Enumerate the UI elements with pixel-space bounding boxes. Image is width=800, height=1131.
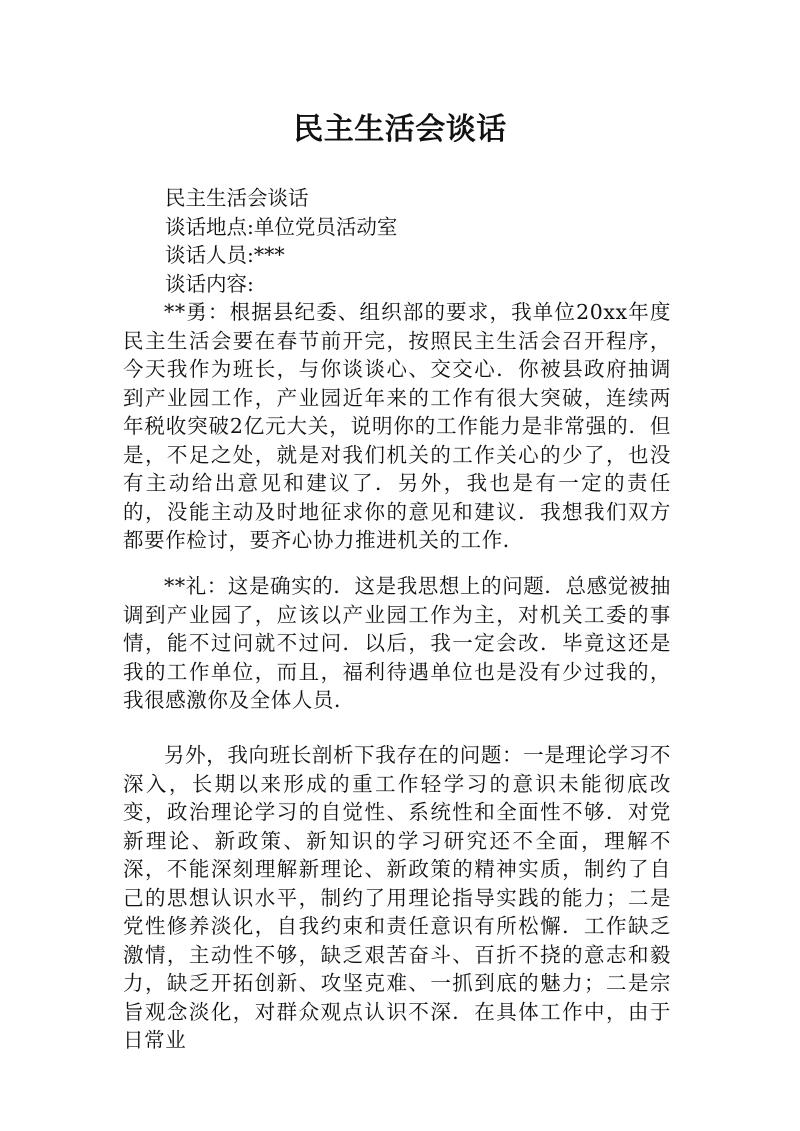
document-title: 民主生活会谈话 [293, 112, 507, 147]
meeting-subtitle: 民主生活会谈话 [165, 186, 309, 210]
paragraph-1: **勇：根据县纪委、组织部的要求，我单位20xx年度民主生活会要在春节前开完，按照民主生活会召开程序，今天我作为班长，与你谈谈心、交交心．你被县政府抽调到产业园工作，产业园近年来的工作有很大突破，连续两年税收突破2亿元大关，说明你的工作能力是非常强的．但是，不足之处，就是对我们机关的工作关心的少了，也没有主动给出意见和建议了．另外，我也是有一定的责任的，没能主动及时地征求你的意见和建议．我想我们双方都要作检讨，要齐心协力推进机关的工作． [123, 300, 671, 552]
meeting-location: 谈话地点:单位党员活动室 [165, 214, 398, 239]
meeting-people: 谈话人员:*** [165, 243, 285, 267]
paragraph-3: 另外，我向班长剖析下我存在的问题：一是理论学习不深入，长期以来形成的重工作轻学习的意识未能彻底改变，政治理论学习的自觉性、系统性和全面性不够．对党新理论、新政策、新知识的学习研究还不全面，理解不深，不能深刻理解新理论、新政策的精神实质，制约了自己的思想认识水平，制约了用理论指导实践的能力；二是党性修养淡化，自我约束和责任意识有所松懈．工作缺乏激情，主动性不够，缺乏艰苦奋斗、百折不挠的意志和毅力，缺乏开拓创新、攻坚克难、一抓到底的魅力；二是宗旨观念淡化，对群众观点认识不深．在具体工作中，由于日常业 [123, 743, 671, 1052]
meeting-info [165, 184, 665, 298]
paragraph-2: **礼：这是确实的．这是我思想上的问题．总感觉被抽调到产业园了，应该以产业园工作为主，对机关工委的事情，能不过问就不过问．以后，我一定会改．毕竟这还是我的工作单位，而且，福利待遇单位也是没有少过我的，我很感激你及全体人员． [123, 574, 671, 712]
meeting-content-label: 谈话内容: [165, 271, 254, 296]
